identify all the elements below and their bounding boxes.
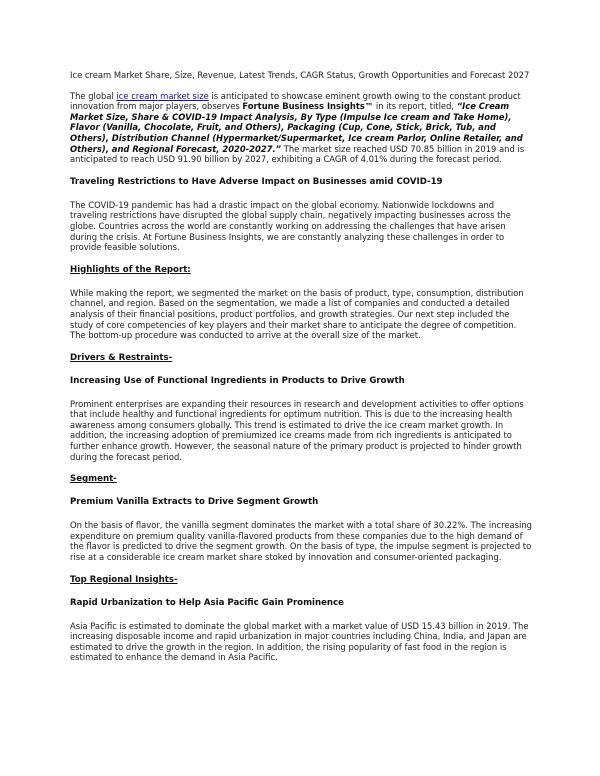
regional-heading: Top Regional Insights- [70,574,178,585]
drivers-subheading: Increasing Use of Functional Ingredients in Products to Drive Growth [70,375,405,386]
highlights-heading: Highlights of the Report: [70,264,191,275]
segment-paragraph: On the basis of flavor, the vanilla segment dominates the market with a total share of 30.22%. The increasing expenditure on premium quality vanilla-flavored products from these companies due to the high demand of the flavor is predicted to drive the segment growth. On the basis of type, the impulse segment is projected to rise at a considerable ice cream market share stoked by innovation and consumer-oriented packaging. [70,520,532,563]
intro-text-4: The market size reached USD 70.85 billion in 2019 and is anticipated to reach USD 91.90 billion by 2027, exhibiting a CAGR of 4.01% during the forecast period. [70,143,525,165]
intro-paragraph [70,91,532,165]
covid-paragraph: The COVID-19 pandemic has had a drastic impact on the global economy. Nationwide lockdowns and traveling restrictions have disrupted the global supply chain, negatively impacting businesses across the globe. Countries across the world are constantly working on addressing the challenges that have arisen during the crisis. At Fortune Business Insights, we are constantly analyzing these challenges in order to provide feasible solutions. [70,199,511,253]
report-title: “Ice Cream Market Size, Share & COVID-19 Impact Analysis, By Type (Impulse Ice cream and Take Home), Flavor (Vanilla, Chocolate, Fruit, and Others), Packaging (Cup, Cone, Stick, Brick, Tub, and Others), Distribution Channel (Hypermarket/Supermarket, Ice cream Parlor, Online Retailer, and Others), and Regional Forecast, 2020-2027.” [70,101,523,154]
drivers-heading: Drivers & Restraints- [70,352,173,363]
document-title: Ice cream Market Share, Size, Revenue, Latest Trends, CAGR Status, Growth Opportunities and Forecast 2027 [70,70,530,80]
drivers-paragraph: Prominent enterprises are expanding their resources in research and development activities to offer options that include healthy and functional ingredients for optimum nutrition. This is due to the increasing health awareness among consumers globally. This trend is estimated to drive the ice cream market growth. In addition, the increasing adoption of premiumized ice creams made from rich ingredients is anticipated to further enhance growth. However, the seasonal nature of the primary product is projected to hinder growth during the forecast period. [70,398,524,462]
ice-cream-market-size-link[interactable]: ice cream market size [116,90,209,101]
covid-heading: Traveling Restrictions to Have Adverse Impact on Businesses amid COVID-19 [70,176,443,187]
segment-heading: Segment- [70,474,117,485]
document-page [70,70,532,663]
regional-paragraph: Asia Pacific is estimated to dominate the global market with a market value of USD 15.43 billion in 2019. The increasing disposable income and rapid urbanization in major countries including China, India, and Japan are estimated to drive the growth in the region. In addition, the rising popularity of fast food in the region is estimated to enhance the demand in Asia Pacific. [70,620,529,663]
highlights-paragraph: While making the report, we segmented the market on the basis of product, type, consumption, distribution channel, and region. Based on the segmentation, we made a list of companies and conducted a detailed analysis of their financial positions, product portfolios, and growth strategies. Our next step included the study of core competencies of key players and their market share to anticipate the degree of competition. The bottom-up procedure was conducted to arrive at the overall size of the market. [70,287,524,341]
intro-text-1: The global [70,90,117,101]
intro-text-3: in its report, titled, [373,101,457,112]
regional-subheading: Rapid Urbanization to Help Asia Pacific Gain Prominence [70,597,344,608]
intro-text-2: is anticipated to showcase eminent growth owing to the constant product innovation from major players, observes [70,90,521,112]
brand-name: Fortune Business Insights™ [242,101,374,112]
segment-subheading: Premium Vanilla Extracts to Drive Segment Growth [70,497,319,508]
